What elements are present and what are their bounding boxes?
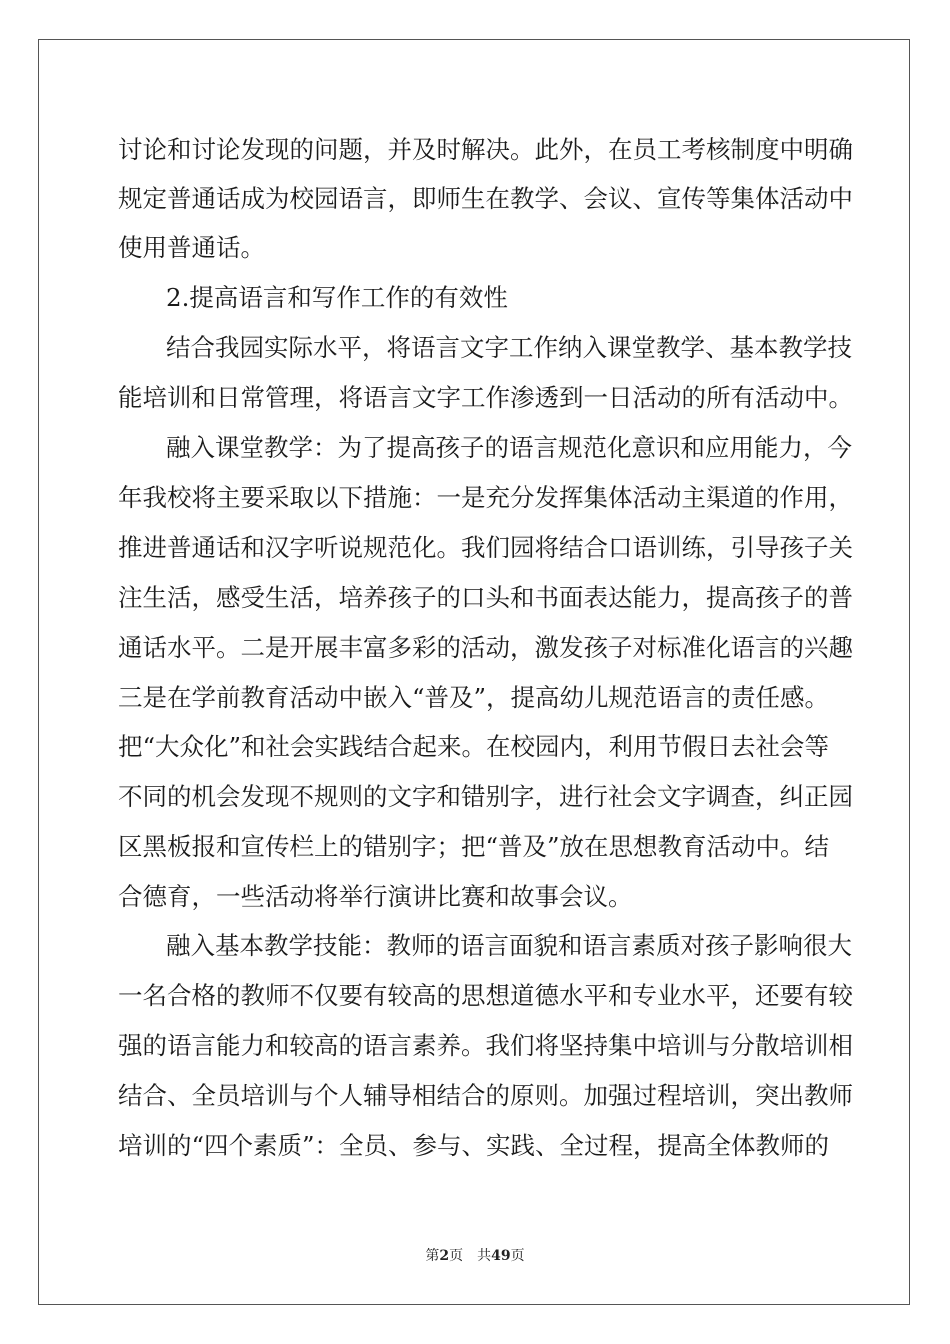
text-line: 融入课堂教学：为了提高孩子的语言规范化意识和应用能力，今 [166, 433, 852, 462]
text-line: 三是在学前教育活动中嵌入“普及”，提高幼儿规范语言的责任感。 [118, 683, 830, 712]
page-border [38, 39, 910, 1305]
page-prefix: 第 [425, 1248, 440, 1264]
total-suffix: 页 [510, 1248, 525, 1264]
text-line: 一名合格的教师不仅要有较高的思想道德水平和专业水平，还要有较 [118, 981, 853, 1010]
text-line: 通话水平。二是开展丰富多彩的活动，激发孩子对标准化语言的兴趣 [118, 633, 853, 662]
text-line: 强的语言能力和较高的语言素养。我们将坚持集中培训与分散培训相 [118, 1031, 853, 1060]
section-heading: 2.提高语言和写作工作的有效性 [166, 283, 508, 312]
text-line: 使用普通话。 [118, 233, 265, 262]
text-line: 把“大众化”和社会实践结合起来。在校园内，利用节假日去社会等 [118, 732, 830, 761]
total-pages: 49 [491, 1248, 511, 1264]
page-number: 2 [439, 1248, 450, 1264]
text-line: 不同的机会发现不规则的文字和错别字，进行社会文字调查，纠正园 [118, 782, 853, 811]
text-line: 能培训和日常管理，将语言文字工作渗透到一日活动的所有活动中。 [118, 383, 853, 412]
page-footer [0, 1247, 950, 1265]
text-line: 注生活，感受生活，培养孩子的口头和书面表达能力，提高孩子的普 [118, 583, 853, 612]
text-line: 培训的“四个素质”：全员、参与、实践、全过程，提高全体教师的 [118, 1131, 830, 1160]
text-line: 讨论和讨论发现的问题，并及时解决。此外，在员工考核制度中明确 [118, 135, 853, 164]
text-line: 规定普通话成为校园语言，即师生在教学、会议、宣传等集体活动中 [118, 184, 853, 213]
text-line: 合德育，一些活动将举行演讲比赛和故事会议。 [118, 882, 633, 911]
text-line: 年我校将主要采取以下措施：一是充分发挥集体活动主渠道的作用， [118, 483, 853, 512]
text-line: 融入基本教学技能：教师的语言面貌和语言素质对孩子影响很大 [166, 931, 852, 960]
page-suffix: 页 [449, 1248, 464, 1264]
text-line: 推进普通话和汉字听说规范化。我们园将结合口语训练，引导孩子关 [118, 533, 853, 562]
text-line: 区黑板报和宣传栏上的错别字；把“普及”放在思想教育活动中。结 [118, 832, 830, 861]
text-line: 结合我园实际水平，将语言文字工作纳入课堂教学、基本教学技 [166, 333, 852, 362]
text-line: 结合、全员培训与个人辅导相结合的原则。加强过程培训，突出教师 [118, 1081, 853, 1110]
total-prefix: 共 [477, 1248, 492, 1264]
